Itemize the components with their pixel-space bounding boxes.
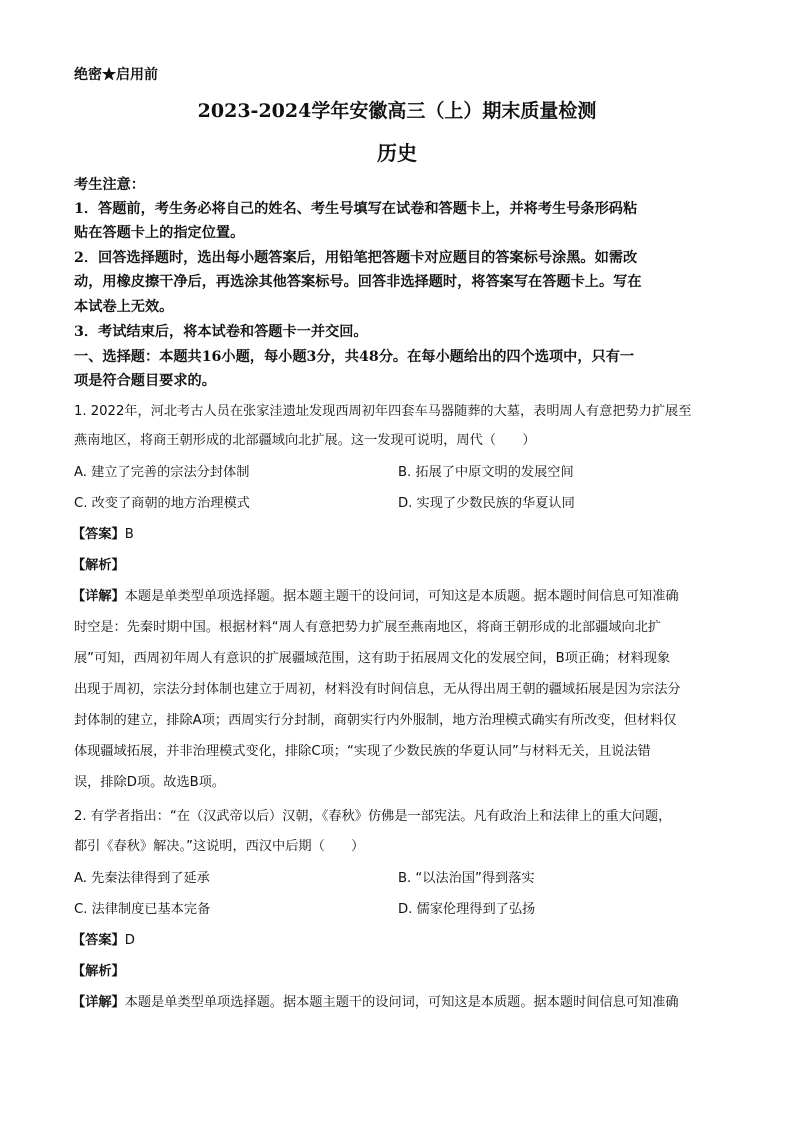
section-heading: 一、选择题：本题共16小题，每小题3分，共48分。在每小题给出的四个选项中，只有一 <box>74 349 635 365</box>
section-heading: 项是符合题目要求的。 <box>74 373 216 389</box>
question-1-option-c: C. 改变了商朝的地方治理模式 <box>74 496 250 511</box>
question-2-option-d: D. 儒家伦理得到了弘扬 <box>398 902 536 917</box>
question-1-detail-line: 体现疆域拓展，并非治理模式变化，排除C项；“实现了少数民族的华夏认同”与材料无关，且说法错 <box>74 744 651 759</box>
question-1-option-d: D. 实现了少数民族的华夏认同 <box>398 496 575 511</box>
question-1-detail-line: 误，排除D项。故选B项。 <box>74 775 226 790</box>
question-1-answer <box>72 523 134 542</box>
question-1-detail-line: 展”可知，西周初年周人有意识的扩展疆域范围，这有助于拓展周文化的发展空间，B项正确；材料现象 <box>74 651 671 666</box>
question-1-detail <box>72 585 679 604</box>
notice-line: 贴在答题卡上的指定位置。 <box>74 225 245 241</box>
notice-heading: 考生注意： <box>74 177 145 193</box>
question-2-option-c: C. 法律制度已基本完备 <box>74 902 211 917</box>
question-2-option-b: B. “以法治国”得到落实 <box>398 871 535 886</box>
detail-label: 【详解】 <box>72 589 125 604</box>
question-2-option-a: A. 先秦法律得到了延承 <box>74 871 210 886</box>
detail-text: 本题是单类型单项选择题。据本题主题干的设问词，可知这是本质题。据本题时间信息可知准确 <box>124 995 679 1010</box>
answer-value: D <box>124 933 135 948</box>
answer-label: 【答案】 <box>72 527 125 542</box>
question-2-answer <box>72 929 135 948</box>
question-2-stem: 都引《春秋》解决。”这说明，西汉中后期（ ） <box>74 839 365 854</box>
question-2-stem: 2. 有学者指出：“在（汉武帝以后）汉朝，《春秋》仿佛是一部宪法。凡有政治上和法律上的重大问题， <box>74 809 672 824</box>
notice-line: 动，用橡皮擦干净后，再选涂其他答案标号。回答非选择题时，将答案写在答题卡上。写在 <box>74 274 642 290</box>
detail-text: 本题是单类型单项选择题。据本题主题干的设问词，可知这是本质题。据本题时间信息可知准确 <box>124 589 679 604</box>
exam-title: 2023-2024学年安徽高三（上）期末质量检测 <box>197 100 597 122</box>
question-2-analysis-label: 【解析】 <box>72 964 125 979</box>
notice-line: 3．考试结束后，将本试卷和答题卡一并交回。 <box>74 324 368 340</box>
notice-line: 本试卷上无效。 <box>74 299 174 315</box>
question-2-detail <box>72 991 679 1010</box>
detail-label: 【详解】 <box>72 995 125 1010</box>
question-1-detail-line: 时空是：先秦时期中国。根据材料“周人有意把势力扩展至燕南地区，将商王朝形成的北部疆域向北扩 <box>74 620 662 635</box>
question-1-detail-line: 出现于周初，宗法分封体制也建立于周初，材料没有时间信息，无从得出周王朝的疆域拓展是因为宗法分 <box>74 682 681 697</box>
question-1-option-b: B. 拓展了中原文明的发展空间 <box>398 465 574 480</box>
subject-title: 历史 <box>377 141 417 165</box>
question-1-stem: 燕南地区，将商王朝形成的北部疆域向北扩展。这一发现可说明，周代（ ） <box>74 433 536 448</box>
answer-label: 【答案】 <box>72 933 125 948</box>
question-1-stem: 1. 2022年，河北考古人员在张家洼遗址发现西周初年四套车马器随葬的大墓，表明周人有意把势力扩展至 <box>74 404 692 419</box>
confidential-label: 绝密★启用前 <box>74 67 158 83</box>
answer-value: B <box>124 527 134 542</box>
notice-line: 2．回答选择题时，选出每小题答案后，用铅笔把答题卡对应题目的答案标号涂黑。如需改 <box>74 250 638 266</box>
question-1-analysis-label: 【解析】 <box>72 558 125 573</box>
notice-line: 1．答题前，考生务必将自己的姓名、考生号填写在试卷和答题卡上，并将考生号条形码粘 <box>74 201 638 217</box>
question-1-detail-line: 封体制的建立，排除A项；西周实行分封制，商朝实行内外服制，地方治理模式确实有所改变，但材料仅 <box>74 713 677 728</box>
question-1-option-a: A. 建立了完善的宗法分封体制 <box>74 465 250 480</box>
